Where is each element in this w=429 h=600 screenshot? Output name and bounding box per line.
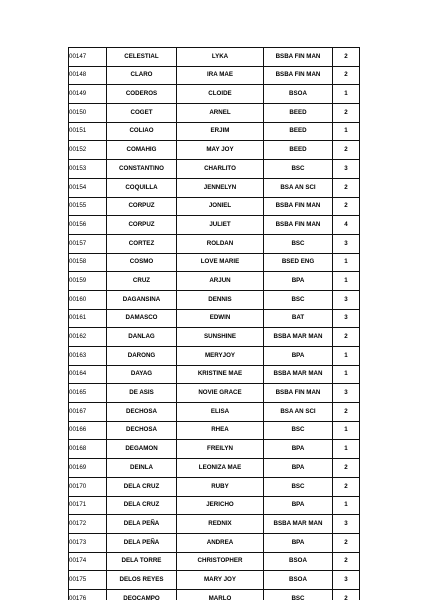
table-row bbox=[69, 403, 360, 422]
count-cell: 2 bbox=[333, 552, 360, 571]
student-id-cell: 00148 bbox=[69, 66, 107, 85]
last-name-cell: COGET bbox=[107, 104, 177, 123]
last-name-cell: CORPUZ bbox=[107, 197, 177, 216]
count-cell: 2 bbox=[333, 403, 360, 422]
table-row bbox=[69, 197, 360, 216]
table-row bbox=[69, 365, 360, 384]
student-id-cell: 00158 bbox=[69, 253, 107, 272]
table-row bbox=[69, 290, 360, 309]
table-row bbox=[69, 216, 360, 235]
last-name-cell: DAMASCO bbox=[107, 309, 177, 328]
first-name-cell: ERJIM bbox=[177, 122, 264, 141]
count-cell: 4 bbox=[333, 216, 360, 235]
course-cell: BSC bbox=[264, 290, 333, 309]
count-cell: 2 bbox=[333, 104, 360, 123]
student-id-cell: 00171 bbox=[69, 496, 107, 515]
last-name-cell: DELA TORRE bbox=[107, 552, 177, 571]
table-row bbox=[69, 459, 360, 478]
count-cell: 2 bbox=[333, 66, 360, 85]
last-name-cell: CORTEZ bbox=[107, 234, 177, 253]
student-id-cell: 00168 bbox=[69, 440, 107, 459]
first-name-cell: LEONIZA MAE bbox=[177, 459, 264, 478]
course-cell: BSBA FIN MAN bbox=[264, 384, 333, 403]
course-cell: BSC bbox=[264, 160, 333, 179]
student-id-cell: 00156 bbox=[69, 216, 107, 235]
last-name-cell: DE ASIS bbox=[107, 384, 177, 403]
last-name-cell: CODEROS bbox=[107, 85, 177, 104]
first-name-cell: JULIET bbox=[177, 216, 264, 235]
course-cell: BSBA FIN MAN bbox=[264, 48, 333, 67]
course-cell: BSA AN SCI bbox=[264, 178, 333, 197]
last-name-cell: CRUZ bbox=[107, 272, 177, 291]
course-cell: BSOA bbox=[264, 552, 333, 571]
course-cell: BPA bbox=[264, 347, 333, 366]
course-cell: BSBA MAR MAN bbox=[264, 515, 333, 534]
course-cell: BSC bbox=[264, 477, 333, 496]
count-cell: 1 bbox=[333, 347, 360, 366]
course-cell: BSA AN SCI bbox=[264, 403, 333, 422]
first-name-cell: JERICHO bbox=[177, 496, 264, 515]
first-name-cell: ROLDAN bbox=[177, 234, 264, 253]
count-cell: 2 bbox=[333, 533, 360, 552]
table-row bbox=[69, 309, 360, 328]
course-cell: BSOA bbox=[264, 571, 333, 590]
student-id-cell: 00164 bbox=[69, 365, 107, 384]
table-row bbox=[69, 104, 360, 123]
first-name-cell: CLOIDE bbox=[177, 85, 264, 104]
count-cell: 3 bbox=[333, 290, 360, 309]
count-cell: 1 bbox=[333, 440, 360, 459]
count-cell: 1 bbox=[333, 122, 360, 141]
student-id-cell: 00151 bbox=[69, 122, 107, 141]
count-cell: 2 bbox=[333, 589, 360, 600]
course-cell: BSC bbox=[264, 421, 333, 440]
table-row bbox=[69, 440, 360, 459]
course-cell: BPA bbox=[264, 533, 333, 552]
student-id-cell: 00155 bbox=[69, 197, 107, 216]
course-cell: BSC bbox=[264, 589, 333, 600]
count-cell: 1 bbox=[333, 496, 360, 515]
last-name-cell: DANLAG bbox=[107, 328, 177, 347]
first-name-cell: LOVE MARIE bbox=[177, 253, 264, 272]
first-name-cell: MERYJOY bbox=[177, 347, 264, 366]
first-name-cell: ANDREA bbox=[177, 533, 264, 552]
last-name-cell: DELA PEÑA bbox=[107, 533, 177, 552]
count-cell: 1 bbox=[333, 365, 360, 384]
table-row bbox=[69, 328, 360, 347]
first-name-cell: EDWIN bbox=[177, 309, 264, 328]
count-cell: 1 bbox=[333, 272, 360, 291]
student-id-cell: 00153 bbox=[69, 160, 107, 179]
last-name-cell: COLIAO bbox=[107, 122, 177, 141]
last-name-cell: DARONG bbox=[107, 347, 177, 366]
roster-table-body bbox=[69, 48, 360, 600]
table-row bbox=[69, 571, 360, 590]
course-cell: BEED bbox=[264, 141, 333, 160]
count-cell: 2 bbox=[333, 197, 360, 216]
first-name-cell: ELISA bbox=[177, 403, 264, 422]
count-cell: 1 bbox=[333, 253, 360, 272]
last-name-cell: DELA CRUZ bbox=[107, 496, 177, 515]
table-row bbox=[69, 384, 360, 403]
course-cell: BSBA MAR MAN bbox=[264, 328, 333, 347]
course-cell: BSBA MAR MAN bbox=[264, 365, 333, 384]
student-id-cell: 00149 bbox=[69, 85, 107, 104]
course-cell: BPA bbox=[264, 459, 333, 478]
table-row bbox=[69, 272, 360, 291]
student-id-cell: 00166 bbox=[69, 421, 107, 440]
table-row bbox=[69, 122, 360, 141]
student-id-cell: 00154 bbox=[69, 178, 107, 197]
first-name-cell: JENNELYN bbox=[177, 178, 264, 197]
table-row bbox=[69, 533, 360, 552]
count-cell: 3 bbox=[333, 384, 360, 403]
student-id-cell: 00174 bbox=[69, 552, 107, 571]
table-row bbox=[69, 421, 360, 440]
count-cell: 2 bbox=[333, 178, 360, 197]
count-cell: 1 bbox=[333, 85, 360, 104]
count-cell: 2 bbox=[333, 48, 360, 67]
first-name-cell: MARLO bbox=[177, 589, 264, 600]
first-name-cell: FREILYN bbox=[177, 440, 264, 459]
course-cell: BSBA FIN MAN bbox=[264, 66, 333, 85]
student-id-cell: 00157 bbox=[69, 234, 107, 253]
table-row bbox=[69, 253, 360, 272]
student-id-cell: 00152 bbox=[69, 141, 107, 160]
last-name-cell: DECHOSA bbox=[107, 421, 177, 440]
last-name-cell: DEOCAMPO bbox=[107, 589, 177, 600]
count-cell: 2 bbox=[333, 459, 360, 478]
course-cell: BPA bbox=[264, 440, 333, 459]
last-name-cell: CLARO bbox=[107, 66, 177, 85]
last-name-cell: COSMO bbox=[107, 253, 177, 272]
last-name-cell: COMAHIG bbox=[107, 141, 177, 160]
first-name-cell: RUBY bbox=[177, 477, 264, 496]
first-name-cell: RHEA bbox=[177, 421, 264, 440]
last-name-cell: DEINLA bbox=[107, 459, 177, 478]
table-row bbox=[69, 66, 360, 85]
last-name-cell: CELESTIAL bbox=[107, 48, 177, 67]
count-cell: 3 bbox=[333, 571, 360, 590]
first-name-cell: MAY JOY bbox=[177, 141, 264, 160]
count-cell: 3 bbox=[333, 160, 360, 179]
table-row bbox=[69, 234, 360, 253]
student-id-cell: 00175 bbox=[69, 571, 107, 590]
count-cell: 2 bbox=[333, 328, 360, 347]
table-row bbox=[69, 515, 360, 534]
table-row bbox=[69, 477, 360, 496]
first-name-cell: CHRISTOPHER bbox=[177, 552, 264, 571]
student-id-cell: 00162 bbox=[69, 328, 107, 347]
count-cell: 3 bbox=[333, 515, 360, 534]
student-id-cell: 00176 bbox=[69, 589, 107, 600]
first-name-cell: DENNIS bbox=[177, 290, 264, 309]
student-id-cell: 00159 bbox=[69, 272, 107, 291]
last-name-cell: CORPUZ bbox=[107, 216, 177, 235]
course-cell: BPA bbox=[264, 272, 333, 291]
course-cell: BPA bbox=[264, 496, 333, 515]
last-name-cell: COQUILLA bbox=[107, 178, 177, 197]
course-cell: BSED ENG bbox=[264, 253, 333, 272]
table-row bbox=[69, 347, 360, 366]
course-cell: BAT bbox=[264, 309, 333, 328]
course-cell: BSC bbox=[264, 234, 333, 253]
last-name-cell: DAGANSINA bbox=[107, 290, 177, 309]
table-row bbox=[69, 178, 360, 197]
first-name-cell: ARJUN bbox=[177, 272, 264, 291]
course-cell: BSOA bbox=[264, 85, 333, 104]
last-name-cell: DECHOSA bbox=[107, 403, 177, 422]
last-name-cell: CONSTANTINO bbox=[107, 160, 177, 179]
count-cell: 2 bbox=[333, 141, 360, 160]
count-cell: 3 bbox=[333, 309, 360, 328]
student-id-cell: 00167 bbox=[69, 403, 107, 422]
student-id-cell: 00163 bbox=[69, 347, 107, 366]
first-name-cell: IRA MAE bbox=[177, 66, 264, 85]
student-roster-table bbox=[68, 47, 360, 600]
course-cell: BSBA FIN MAN bbox=[264, 197, 333, 216]
first-name-cell: ARNEL bbox=[177, 104, 264, 123]
student-id-cell: 00170 bbox=[69, 477, 107, 496]
table-row bbox=[69, 85, 360, 104]
last-name-cell: DELOS REYES bbox=[107, 571, 177, 590]
student-id-cell: 00161 bbox=[69, 309, 107, 328]
student-id-cell: 00173 bbox=[69, 533, 107, 552]
first-name-cell: CHARLITO bbox=[177, 160, 264, 179]
first-name-cell: REDNIX bbox=[177, 515, 264, 534]
first-name-cell: SUNSHINE bbox=[177, 328, 264, 347]
student-id-cell: 00147 bbox=[69, 48, 107, 67]
course-cell: BEED bbox=[264, 122, 333, 141]
table-row bbox=[69, 496, 360, 515]
student-id-cell: 00150 bbox=[69, 104, 107, 123]
last-name-cell: DELA PEÑA bbox=[107, 515, 177, 534]
count-cell: 2 bbox=[333, 477, 360, 496]
course-cell: BEED bbox=[264, 104, 333, 123]
first-name-cell: NOVIE GRACE bbox=[177, 384, 264, 403]
student-id-cell: 00169 bbox=[69, 459, 107, 478]
last-name-cell: DEGAMON bbox=[107, 440, 177, 459]
last-name-cell: DAYAG bbox=[107, 365, 177, 384]
student-id-cell: 00160 bbox=[69, 290, 107, 309]
count-cell: 1 bbox=[333, 421, 360, 440]
first-name-cell: JONIEL bbox=[177, 197, 264, 216]
first-name-cell: MARY JOY bbox=[177, 571, 264, 590]
last-name-cell: DELA CRUZ bbox=[107, 477, 177, 496]
course-cell: BSBA FIN MAN bbox=[264, 216, 333, 235]
table-row bbox=[69, 552, 360, 571]
table-row bbox=[69, 589, 360, 600]
count-cell: 3 bbox=[333, 234, 360, 253]
table-row bbox=[69, 48, 360, 67]
table-row bbox=[69, 160, 360, 179]
student-id-cell: 00172 bbox=[69, 515, 107, 534]
first-name-cell: LYKA bbox=[177, 48, 264, 67]
student-id-cell: 00165 bbox=[69, 384, 107, 403]
table-row bbox=[69, 141, 360, 160]
first-name-cell: KRISTINE MAE bbox=[177, 365, 264, 384]
